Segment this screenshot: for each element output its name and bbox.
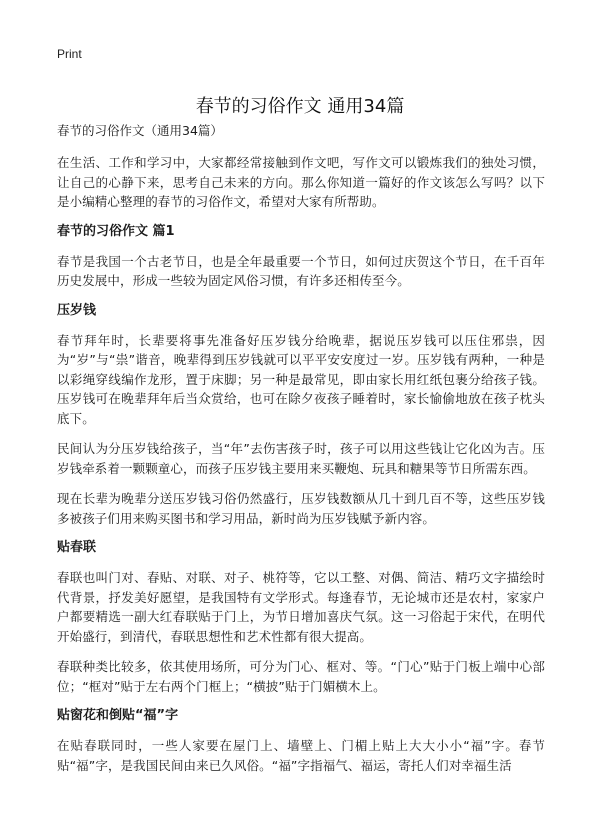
article-body	[57, 122, 545, 786]
section-heading-1: 春节的习俗作文 篇1	[57, 223, 175, 239]
section-heading-lucky-money: 压岁钱	[57, 302, 97, 318]
lucky-money-paragraph-1: 春节拜年时，长辈要将事先准备好压岁钱分给晚辈，据说压岁钱可以压住邪祟，因为“岁”与“祟”谐音，晚辈得到压岁钱就可以平平安安度过一岁。压岁钱有两种，一种是以彩绳穿线编作龙形，置于床脚；另一种是最常见，即由家长用红纸包裹分给孩子钱。压岁钱可在晚辈拜年后当众赏给，也可在除夕夜孩子睡着时，家长愉偷地放在孩子枕头底下。	[57, 332, 545, 426]
section1-paragraph: 春节是我国一个古老节日，也是全年最重要一个节日，如何过庆贺这个节日，在千百年历史发展中，形成一些较为固定风俗习惯，有许多还相传至今。	[57, 253, 545, 288]
article-subtitle: 春节的习俗作文（通用34篇）	[57, 123, 223, 138]
window-fu-paragraph: 在贴春联同时，一些人家要在屋门上、墙壁上、门楣上贴上大大小小“福”字。春节贴“福”字，是我国民间由来已久风俗。“福”字指福气、福运，寄托人们对幸福生活	[57, 738, 545, 773]
section-heading-couplets: 贴春联	[57, 540, 97, 555]
section-heading-window-fu: 贴窗花和倒贴“福”字	[57, 708, 179, 723]
couplets-paragraph-1: 春联也叫门对、春贴、对联、对子、桃符等，它以工整、对偶、简洁、精巧文字描绘时代背景，抒发美好愿望，是我国特有文学形式。每逢春节，无论城市还是农村，家家户户都要精选一副大红春联贴于门上，为节日增加喜庆气氛。这一习俗起于宋代，在明代开始盛行，到清代，春联思想性和艺术性都有很大提高。	[57, 570, 545, 644]
couplets-paragraph-2: 春联种类比较多，依其使用场所，可分为门心、框对、等。“门心”贴于门板上端中心部位；“框对”贴于左右两个门框上；“横披”贴于门媚横木上。	[57, 659, 545, 694]
page-title: 春节的习俗作文 通用34篇	[195, 96, 405, 118]
print-label[interactable]: Print	[57, 47, 82, 61]
lucky-money-paragraph-2: 民间认为分压岁钱给孩子，当“年”去伤害孩子时，孩子可以用这些钱让它化凶为吉。压岁钱牵系着一颗颗童心，而孩子压岁钱主要用来买鞭炮、玩具和糖果等节日所需东西。	[57, 441, 545, 476]
lucky-money-paragraph-3: 现在长辈为晚辈分送压岁钱习俗仍然盛行，压岁钱数额从几十到几百不等，这些压岁钱多被孩子们用来购买图书和学习用品，新时尚为压岁钱赋予新内容。	[57, 491, 545, 526]
intro-paragraph: 在生活、工作和学习中，大家都经常接触到作文吧，写作文可以锻炼我们的独处习惯，让自己的心静下来，思考自己未来的方向。那么你知道一篇好的作文该怎么写吗？以下是小编精心整理的春节的习俗作文，希望对大家有所帮助。	[57, 155, 545, 209]
